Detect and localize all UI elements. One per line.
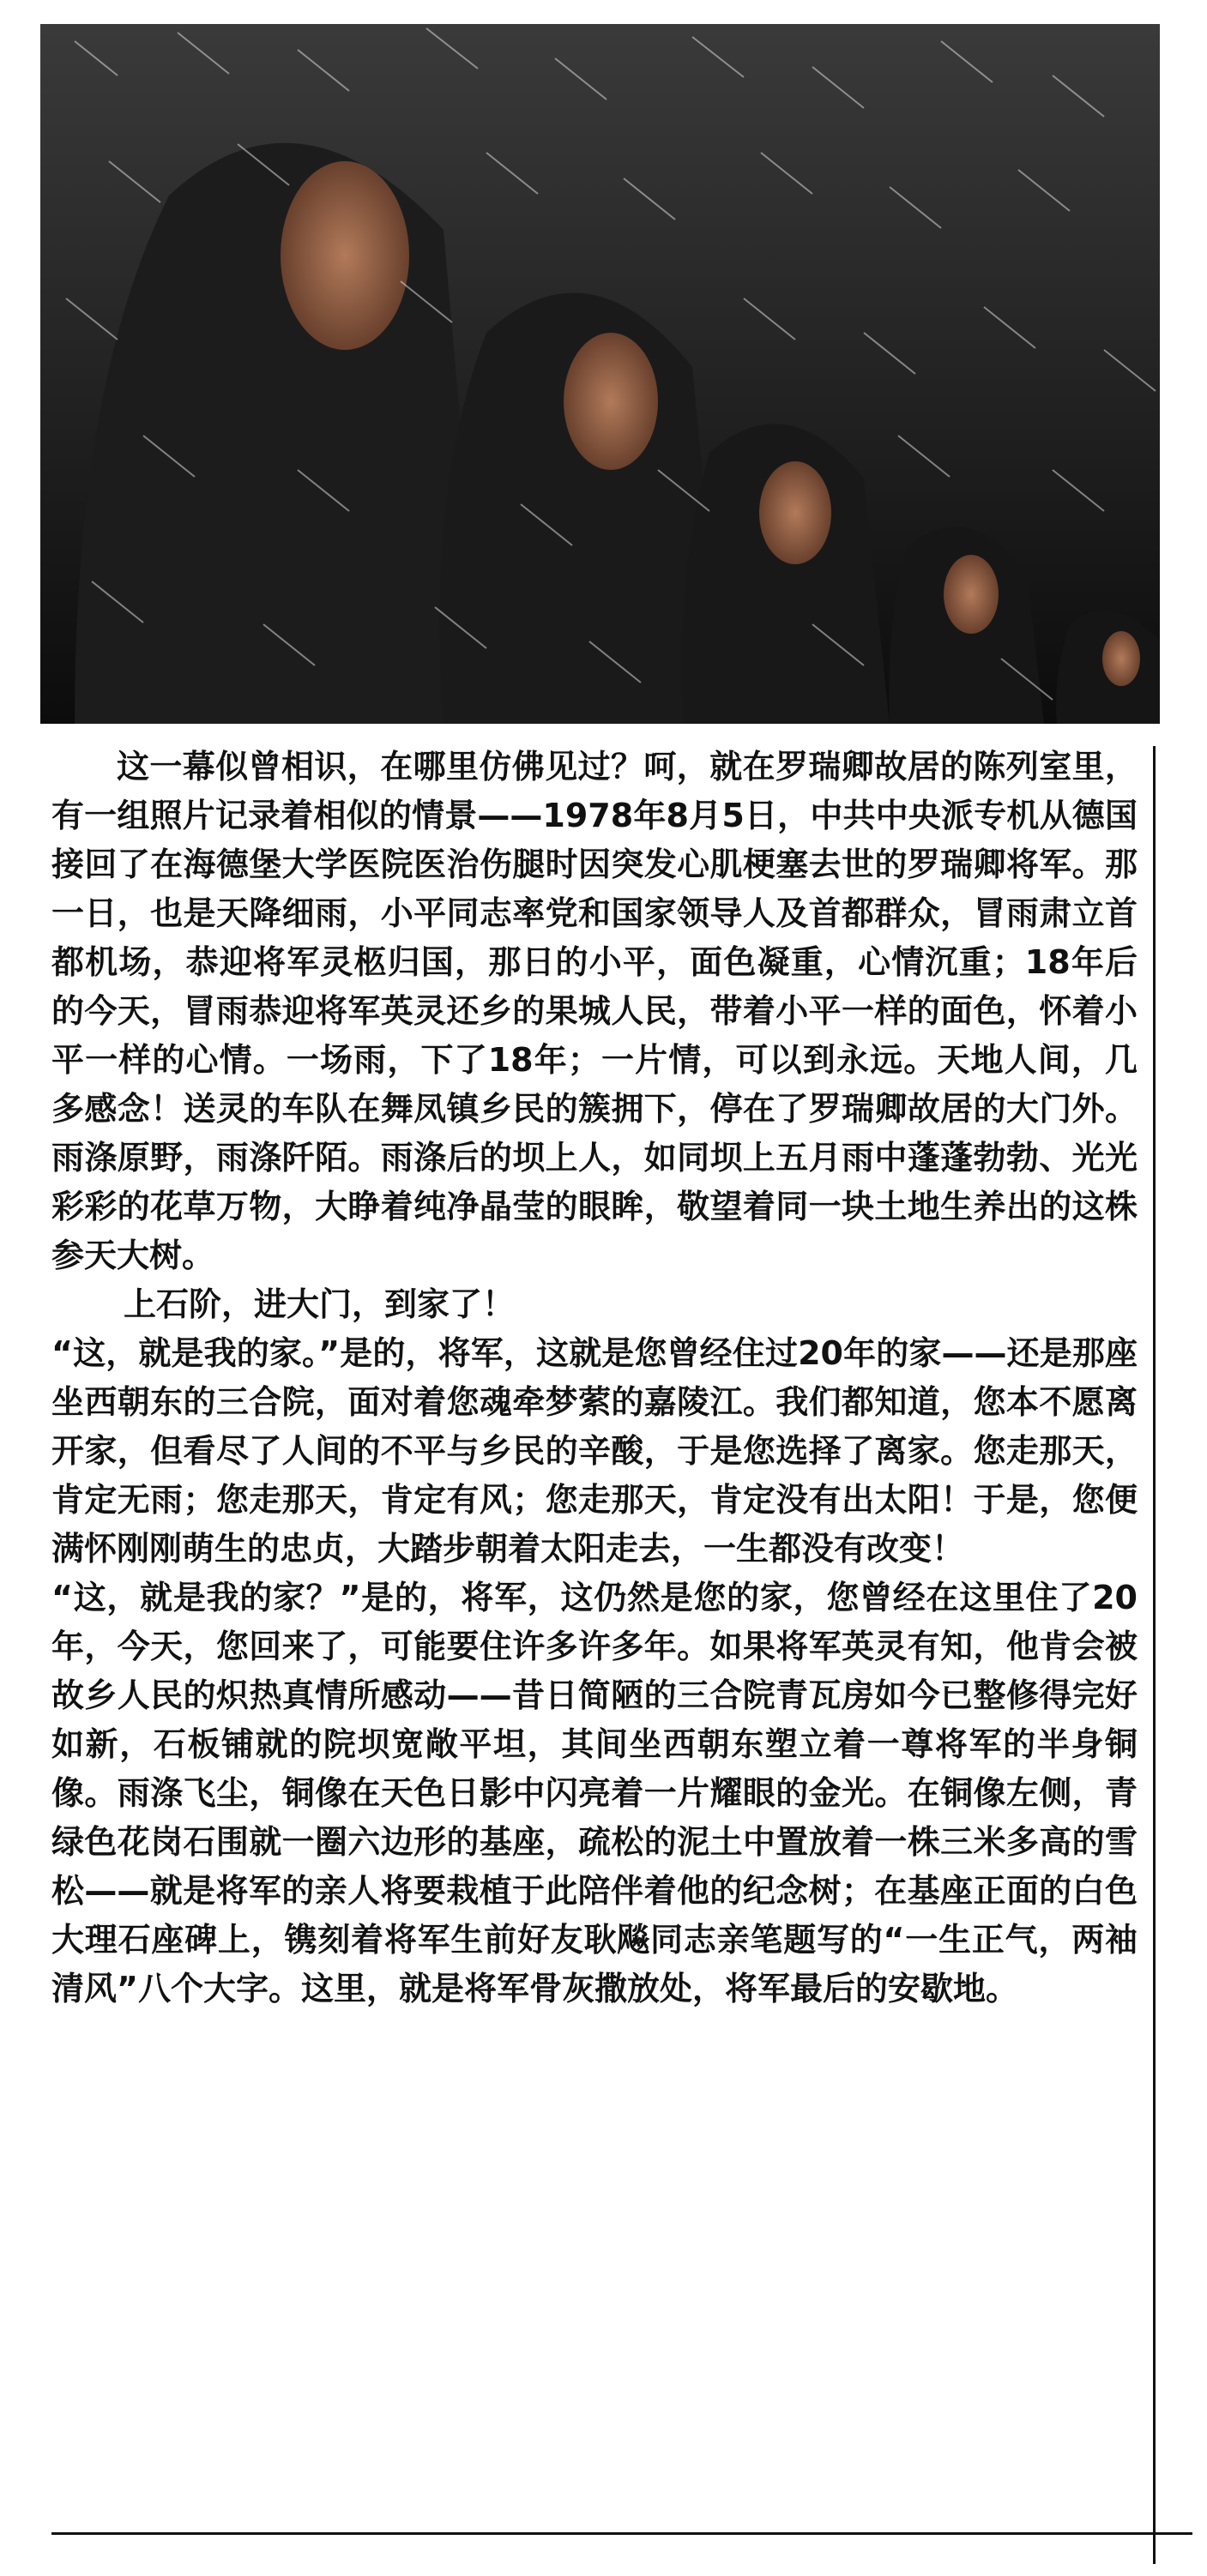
article-body: [51, 743, 1138, 2013]
vertical-rule: [1153, 746, 1156, 2564]
paragraph-1: 这一幕似曾相识，在哪里仿佛见过？呵，就在罗瑞卿故居的陈列室里，有一组照片记录着相似的情景——1978年8月5日，中共中央派专机从德国接回了在海德堡大学医院医治伤腿时因突发心肌梗塞去世的罗瑞卿将军。那一日，也是天降细雨，小平同志率党和国家领导人及首都群众，冒雨肃立首都机场，恭迎将军灵柩归国，那日的小平，面色凝重，心情沉重；18年后的今天，冒雨恭迎将军英灵还乡的果城人民，带着小平一样的面色，怀着小平一样的心情。一场雨，下了18年；一片情，可以到永远。天地人间，几多感念！送灵的车队在舞凤镇乡民的簇拥下，停在了罗瑞卿故居的大门外。雨涤原野，雨涤阡陌。雨涤后的坝上人，如同坝上五月雨中蓬蓬勃勃、光光彩彩的花草万物，大睁着纯净晶莹的眼眸，敬望着同一块土地生养出的这株参天大树。: [51, 748, 1138, 1274]
paragraph-4: “这，就是我的家？”是的，将军，这仍然是您的家，您曾经在这里住了20年，今天，您回来了，可能要住许多许多年。如果将军英灵有知，他肯会被故乡人民的炽热真情所感动——昔日简陋的三合院青瓦房如今已整修得完好如新，石板铺就的院坝宽敞平坦，其间坐西朝东塑立着一尊将军的半身铜像。雨涤飞尘，铜像在天色日影中闪亮着一片耀眼的金光。在铜像左侧，青绿色花岗石围就一圈六边形的基座，疏松的泥土中置放着一株三米多高的雪松——就是将军的亲人将要栽植于此陪伴着他的纪念树；在基座正面的白色大理石座碑上，镌刻着将军生前好友耿飚同志亲笔题写的“一生正气，两袖清风”八个大字。这里，就是将军骨灰撒放处，将军最后的安歇地。: [51, 1579, 1138, 2007]
paragraph-2: 上石阶，进大门，到家了！: [124, 1285, 516, 1323]
horizontal-rule: [51, 2532, 1192, 2535]
soldier-5: [1056, 611, 1160, 724]
rain-photo-illustration: [40, 24, 1160, 724]
paragraph-3: “这，就是我的家。”是的，将军，这就是您曾经住过20年的家——还是那座坐西朝东的三合院，面对着您魂牵梦萦的嘉陵江。我们都知道，您本不愿离开家，但看尽了人间的不平与乡民的辛酸，于是您选择了离家。您走那天，肯定无雨；您走那天，肯定有风；您走那天，肯定没有出太阳！于是，您便满怀刚刚萌生的忠贞，大踏步朝着太阳走去，一生都没有改变！: [51, 1334, 1138, 1568]
rain-photo: [40, 24, 1160, 724]
